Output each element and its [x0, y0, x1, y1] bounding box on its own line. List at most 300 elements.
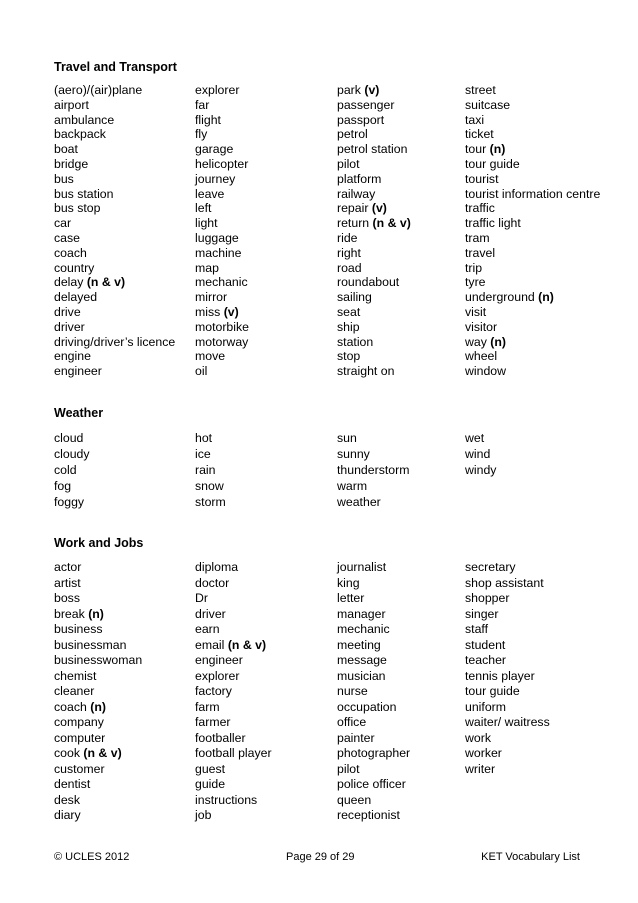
vocab-word: move — [195, 349, 226, 364]
vocab-entry — [54, 231, 195, 246]
vocab-entry — [337, 762, 465, 778]
vocab-entry — [195, 157, 337, 172]
vocab-entry — [465, 216, 614, 231]
vocab-word: desk — [54, 792, 80, 807]
vocab-word: tram — [465, 230, 490, 245]
vocab-word: machine — [195, 245, 242, 260]
vocab-entry — [337, 127, 465, 142]
vocab-word: delay — [54, 275, 84, 290]
vocab-entry — [54, 216, 195, 231]
vocab-word: instructions — [195, 792, 258, 807]
vocab-entry — [195, 746, 337, 762]
vocab-entry — [465, 746, 614, 762]
vocab-word: actor — [54, 560, 82, 574]
vocab-entry — [465, 607, 614, 623]
vocab-word: work — [465, 730, 491, 745]
vocab-entry — [337, 478, 465, 494]
vocab-word: trip — [465, 260, 483, 275]
vocab-word: garage — [195, 142, 234, 157]
vocab-word: case — [54, 230, 80, 245]
vocab-word: cleaner — [54, 684, 95, 698]
vocab-word: far — [195, 97, 210, 112]
vocab-entry — [337, 364, 465, 379]
vocab-word: map — [195, 260, 219, 275]
vocab-word: musician — [337, 668, 386, 683]
vocab-word: company — [54, 715, 104, 729]
word-grid — [54, 83, 614, 379]
vocab-entry — [54, 201, 195, 216]
vocab-word: ice — [195, 447, 211, 461]
vocab-entry — [465, 305, 614, 320]
vocab-word: wet — [465, 431, 485, 445]
vocab-entry — [337, 98, 465, 113]
vocab-word: car — [54, 216, 72, 231]
vocab-entry — [54, 446, 195, 462]
vocab-word: helicopter — [195, 156, 249, 171]
vocab-entry — [54, 320, 195, 335]
vocab-word: painter — [337, 730, 375, 745]
vocab-entry — [195, 275, 337, 290]
vocab-word: receptionist — [337, 808, 400, 822]
vocab-entry — [54, 261, 195, 276]
vocab-word: road — [337, 260, 362, 275]
vocab-word: delayed — [54, 290, 98, 305]
vocab-entry — [195, 187, 337, 202]
vocab-word: waiter/ waitress — [465, 715, 550, 729]
vocab-entry — [337, 669, 465, 685]
vocab-entry — [54, 83, 195, 98]
vocab-entry — [195, 172, 337, 187]
vocab-entry — [337, 201, 465, 216]
vocab-word: staff — [465, 622, 489, 636]
vocab-entry — [195, 290, 337, 305]
vocab-entry — [337, 607, 465, 623]
vocab-word: tourist — [465, 171, 499, 186]
vocab-entry — [195, 700, 337, 716]
vocab-entry — [465, 83, 614, 98]
vocab-word: businesswoman — [54, 653, 143, 667]
vocab-word: nurse — [337, 684, 368, 698]
vocab-entry — [337, 261, 465, 276]
vocab-entry — [337, 715, 465, 731]
vocab-entry — [54, 430, 195, 446]
word-column — [195, 560, 337, 824]
vocab-entry — [54, 653, 195, 669]
vocab-entry — [337, 653, 465, 669]
vocab-word: cloud — [54, 431, 84, 445]
vocab-word: driver — [54, 319, 85, 334]
part-of-speech: (v) — [223, 304, 239, 319]
vocab-word: windy — [465, 463, 497, 477]
vocab-entry — [337, 187, 465, 202]
vocab-word: tourist information centre — [465, 186, 601, 201]
vocab-word: police officer — [337, 777, 406, 791]
vocab-word: artist — [54, 575, 81, 590]
vocab-entry — [195, 731, 337, 747]
vocab-word: king — [337, 575, 360, 590]
vocab-entry — [337, 638, 465, 654]
vocab-word: tour — [465, 142, 487, 157]
vocab-entry — [195, 478, 337, 494]
vocab-entry — [465, 700, 614, 716]
vocab-word: job — [195, 808, 212, 822]
vocab-entry — [195, 494, 337, 510]
vocab-word: photographer — [337, 746, 411, 760]
vocab-word: tennis player — [465, 668, 535, 683]
vocab-entry — [195, 335, 337, 350]
word-column — [54, 430, 195, 510]
vocab-word: boat — [54, 142, 78, 157]
vocab-entry — [337, 157, 465, 172]
vocab-word: worker — [465, 746, 502, 760]
vocab-word: cloudy — [54, 447, 90, 461]
vocab-entry — [465, 364, 614, 379]
footer-page-number: Page 29 of 29 — [286, 851, 355, 863]
vocab-entry — [54, 576, 195, 592]
section-title: Travel and Transport — [54, 60, 177, 74]
vocab-word: message — [337, 653, 387, 667]
word-column — [337, 560, 465, 824]
vocab-word: explorer — [195, 668, 240, 683]
vocab-entry — [337, 83, 465, 98]
vocab-entry — [465, 201, 614, 216]
vocab-entry — [54, 607, 195, 623]
vocab-word: pilot — [337, 156, 360, 171]
vocab-word: ride — [337, 230, 358, 245]
vocab-entry — [465, 591, 614, 607]
vocab-word: doctor — [195, 575, 230, 590]
vocab-entry — [465, 462, 614, 478]
vocab-entry — [465, 335, 614, 350]
vocab-entry — [195, 638, 337, 654]
vocab-word: businessman — [54, 637, 127, 652]
section-work-and-jobs — [54, 536, 614, 824]
vocab-entry — [465, 187, 614, 202]
vocab-word: occupation — [337, 699, 397, 714]
vocab-entry — [465, 576, 614, 592]
vocab-word: guest — [195, 761, 226, 776]
vocab-word: wheel — [465, 349, 498, 364]
vocab-word: driver — [195, 606, 226, 621]
vocab-entry — [465, 669, 614, 685]
part-of-speech: (n) — [490, 334, 506, 349]
vocab-entry — [337, 622, 465, 638]
vocab-entry — [465, 622, 614, 638]
vocab-word: queen — [337, 792, 372, 807]
vocab-entry — [337, 576, 465, 592]
vocab-entry — [337, 216, 465, 231]
vocab-word: cook — [54, 746, 80, 760]
word-grid — [54, 560, 614, 824]
vocab-entry — [54, 560, 195, 576]
vocab-entry — [54, 246, 195, 261]
vocab-entry — [195, 349, 337, 364]
vocab-entry — [465, 320, 614, 335]
vocab-word: visitor — [465, 319, 498, 334]
vocab-entry — [195, 560, 337, 576]
vocab-word: bridge — [54, 156, 89, 171]
vocab-word: ship — [337, 319, 360, 334]
vocab-word: break — [54, 606, 85, 621]
vocab-entry — [54, 777, 195, 793]
vocab-word: petrol — [337, 127, 368, 142]
word-column — [465, 560, 614, 824]
vocab-entry — [195, 261, 337, 276]
vocab-entry — [195, 762, 337, 778]
vocab-entry — [54, 98, 195, 113]
vocab-entry — [54, 669, 195, 685]
vocab-word: suitcase — [465, 97, 511, 112]
part-of-speech: (n) — [489, 142, 506, 157]
vocab-entry — [54, 746, 195, 762]
vocab-word: shopper — [465, 591, 510, 605]
part-of-speech: (n & v) — [86, 275, 126, 290]
section-title: Weather — [54, 406, 104, 420]
vocab-word: tyre — [465, 275, 486, 290]
vocab-entry — [337, 446, 465, 462]
vocab-word: motorbike — [195, 319, 249, 334]
vocab-word: shop assistant — [465, 575, 544, 590]
vocab-word: return — [337, 216, 370, 231]
vocab-entry — [54, 290, 195, 305]
vocab-word: footballer — [195, 730, 246, 745]
vocab-word: window — [465, 364, 507, 379]
vocab-word: fog — [54, 479, 72, 493]
part-of-speech: (n) — [90, 699, 106, 714]
vocab-entry — [195, 591, 337, 607]
vocab-word: journalist — [337, 560, 387, 574]
vocab-entry — [195, 83, 337, 98]
vocab-entry — [54, 462, 195, 478]
vocab-word: teacher — [465, 653, 507, 667]
vocab-entry — [465, 275, 614, 290]
vocab-word: seat — [337, 304, 361, 319]
vocab-word: office — [337, 715, 367, 729]
vocab-word: coach — [54, 699, 87, 714]
vocab-entry — [54, 349, 195, 364]
vocab-word: way — [465, 334, 487, 349]
vocab-entry — [54, 808, 195, 824]
vocab-entry — [337, 320, 465, 335]
vocab-word: uniform — [465, 699, 507, 714]
vocab-word: rain — [195, 463, 216, 477]
vocab-word: earn — [195, 622, 220, 636]
word-column — [54, 83, 195, 379]
vocab-entry — [195, 684, 337, 700]
vocab-entry — [195, 127, 337, 142]
vocab-entry — [54, 700, 195, 716]
footer-copyright: © UCLES 2012 — [54, 851, 130, 863]
vocab-entry — [465, 349, 614, 364]
vocab-word: storm — [195, 495, 226, 509]
vocab-word: mechanic — [337, 622, 390, 636]
vocab-entry — [195, 446, 337, 462]
vocab-entry — [54, 478, 195, 494]
vocab-entry — [195, 142, 337, 157]
vocab-entry — [337, 430, 465, 446]
vocab-entry — [54, 113, 195, 128]
vocab-word: traffic light — [465, 216, 521, 231]
vocab-entry — [465, 684, 614, 700]
vocab-word: travel — [465, 245, 496, 260]
vocab-word: journey — [195, 171, 236, 186]
vocab-word: passenger — [337, 97, 395, 112]
vocab-word: tour guide — [465, 156, 520, 171]
vocab-word: manager — [337, 606, 386, 621]
vocab-word: ambulance — [54, 112, 115, 127]
vocab-word: Dr — [195, 591, 208, 605]
vocab-word: visit — [465, 304, 487, 319]
vocab-word: mechanic — [195, 275, 248, 290]
vocab-entry — [54, 275, 195, 290]
vocab-word: farm — [195, 699, 220, 714]
vocab-entry — [337, 349, 465, 364]
vocab-word: passport — [337, 112, 385, 127]
vocab-word: thunderstorm — [337, 463, 410, 477]
vocab-word: park — [337, 83, 361, 97]
part-of-speech: (n & v) — [227, 637, 267, 652]
vocab-entry — [465, 113, 614, 128]
vocab-entry — [337, 231, 465, 246]
vocab-entry — [54, 638, 195, 654]
vocab-word: secretary — [465, 560, 516, 574]
vocab-entry — [54, 494, 195, 510]
vocab-entry — [195, 622, 337, 638]
vocab-word: drive — [54, 304, 81, 319]
vocab-word: cold — [54, 463, 77, 477]
vocab-entry — [337, 746, 465, 762]
vocab-entry — [195, 364, 337, 379]
vocab-entry — [337, 172, 465, 187]
vocab-word: right — [337, 245, 361, 260]
vocab-entry — [195, 462, 337, 478]
vocab-word: petrol station — [337, 142, 408, 157]
vocab-word: football player — [195, 746, 272, 760]
vocab-word: underground — [465, 290, 535, 305]
vocab-word: engineer — [54, 364, 102, 379]
vocab-entry — [195, 320, 337, 335]
vocab-word: stop — [337, 349, 361, 364]
vocab-entry — [337, 462, 465, 478]
vocab-entry — [465, 560, 614, 576]
vocab-entry — [195, 113, 337, 128]
vocab-word: airport — [54, 97, 89, 112]
vocab-entry — [195, 653, 337, 669]
vocab-entry — [465, 290, 614, 305]
vocab-word: oil — [195, 364, 208, 379]
vocab-word: warm — [337, 479, 368, 493]
word-column — [54, 560, 195, 824]
vocab-entry — [337, 275, 465, 290]
vocab-entry — [54, 622, 195, 638]
vocab-word: guide — [195, 777, 226, 791]
vocab-entry — [465, 762, 614, 778]
vocab-word: engine — [54, 349, 91, 364]
page-footer — [54, 850, 580, 864]
vocab-entry — [465, 157, 614, 172]
vocab-entry — [54, 762, 195, 778]
vocab-word: traffic — [465, 201, 495, 216]
vocab-word: fly — [195, 127, 208, 142]
vocab-entry — [195, 216, 337, 231]
word-column — [337, 83, 465, 379]
vocab-entry — [54, 684, 195, 700]
vocab-word: writer — [465, 761, 496, 776]
vocab-word: customer — [54, 761, 105, 776]
vocab-word: engineer — [195, 653, 243, 667]
vocab-word: diploma — [195, 560, 239, 574]
vocab-word: street — [465, 83, 496, 97]
vocab-entry — [465, 261, 614, 276]
word-column — [465, 430, 614, 510]
vocab-entry — [337, 731, 465, 747]
vocab-entry — [337, 246, 465, 261]
section-title: Work and Jobs — [54, 536, 144, 550]
vocab-word: railway — [337, 186, 376, 201]
vocab-word: snow — [195, 479, 224, 493]
vocab-entry — [195, 231, 337, 246]
vocab-word: boss — [54, 591, 80, 605]
vocab-entry — [195, 201, 337, 216]
vocab-word: pilot — [337, 761, 360, 776]
vocab-entry — [465, 98, 614, 113]
vocab-word: wind — [465, 447, 491, 461]
vocab-word: singer — [465, 606, 499, 621]
vocab-word: roundabout — [337, 275, 400, 290]
vocab-word: repair — [337, 201, 369, 216]
vocab-entry — [195, 715, 337, 731]
vocab-word: leave — [195, 186, 225, 201]
vocab-entry — [195, 576, 337, 592]
vocab-entry — [465, 731, 614, 747]
vocab-entry — [337, 793, 465, 809]
word-column — [195, 430, 337, 510]
vocab-word: bus station — [54, 186, 114, 201]
vocab-entry — [465, 653, 614, 669]
vocab-entry — [54, 142, 195, 157]
vocab-entry — [54, 187, 195, 202]
vocab-word: bus — [54, 171, 74, 186]
vocab-word: weather — [337, 495, 381, 509]
vocab-entry — [337, 808, 465, 824]
vocab-entry — [195, 98, 337, 113]
vocab-entry — [54, 305, 195, 320]
vocab-word: hot — [195, 431, 213, 445]
vocab-word: chemist — [54, 668, 97, 683]
vocab-word: tour guide — [465, 684, 520, 698]
vocab-entry — [195, 808, 337, 824]
vocab-word: diary — [54, 808, 81, 822]
footer-document-title: KET Vocabulary List — [481, 851, 580, 863]
vocab-word: sunny — [337, 447, 370, 461]
vocab-entry — [337, 684, 465, 700]
vocab-word: ticket — [465, 127, 494, 142]
vocab-entry — [195, 430, 337, 446]
vocab-entry — [337, 494, 465, 510]
vocab-word: foggy — [54, 495, 85, 509]
vocab-entry — [54, 335, 195, 350]
vocab-entry — [54, 715, 195, 731]
vocab-entry — [337, 335, 465, 350]
word-column — [465, 83, 614, 379]
part-of-speech: (v) — [364, 83, 380, 97]
vocab-word: platform — [337, 171, 382, 186]
section-travel-and-transport — [54, 60, 614, 379]
vocab-entry — [195, 246, 337, 261]
vocab-word: sailing — [337, 290, 372, 305]
vocab-word: luggage — [195, 230, 239, 245]
vocab-word: straight on — [337, 364, 395, 379]
